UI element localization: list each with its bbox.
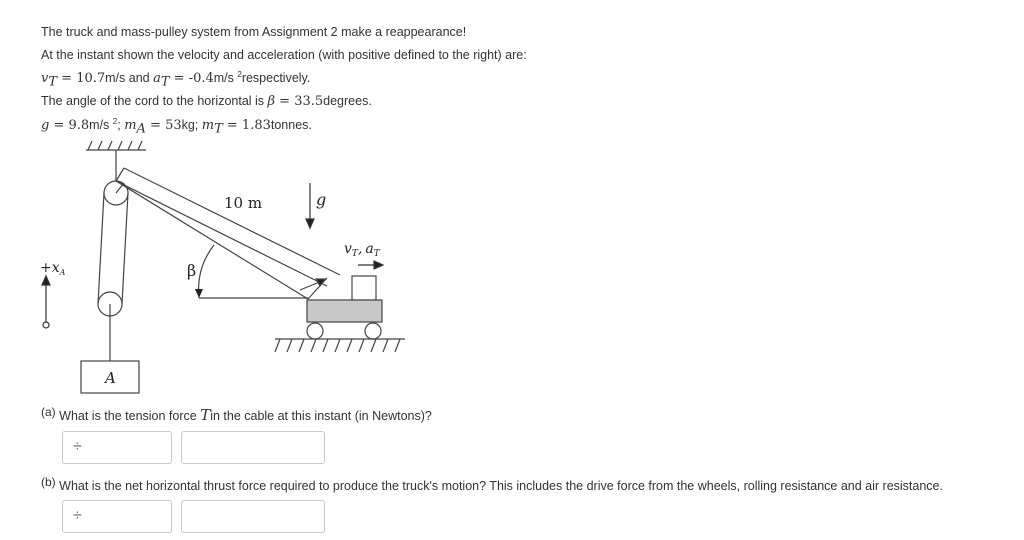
gravity-arrow: [306, 183, 314, 228]
beta-symbol: β: [267, 94, 276, 109]
vT-subscript: T: [48, 74, 58, 90]
intro-line-1: The truck and mass-pulley system from Assignment 2 make a reappearance!: [41, 25, 467, 39]
cord-line: [116, 181, 308, 299]
question-a-tag: (a): [41, 405, 56, 419]
aT-subscript: T: [160, 74, 170, 90]
aT-tail: respectively.: [241, 71, 311, 86]
truck: [307, 276, 382, 339]
mT-subscript: T: [214, 121, 223, 137]
xA-label: $+x_A$: [40, 260, 66, 277]
mA-value: = 53: [145, 118, 182, 134]
question-a-text-before: What is the tension force: [55, 409, 201, 423]
g-unit: m/s: [89, 118, 113, 133]
question-a-unit-button[interactable]: [62, 431, 172, 464]
g-symbol: g: [41, 118, 50, 134]
vT-value: = 10.7: [57, 71, 106, 87]
xA-arrow: [42, 276, 50, 328]
aT-exponent: 2: [237, 70, 242, 79]
beta-unit: degrees.: [323, 94, 372, 108]
aT-unit: m/s: [213, 71, 238, 86]
units-icon: ÷: [73, 507, 82, 524]
velocity-arrow: [358, 261, 383, 269]
mA-symbol: m: [124, 118, 137, 134]
question-b-tag: (b): [41, 475, 56, 489]
question-b-unit-button[interactable]: [62, 500, 172, 533]
tension-symbol: T: [200, 406, 211, 424]
mT-unit: tonnes.: [270, 118, 312, 133]
question-a-text-after: in the cable at this instant (in Newtons)?: [210, 409, 432, 423]
question-b-text: What is the net horizontal thrust force required to produce the truck's motion? This includes the drive force from the wheels, rolling resistance and air resistance.: [55, 479, 943, 493]
angle-text: The angle of the cord to the horizontal is: [41, 94, 268, 108]
question-b: [41, 475, 943, 493]
mA-subscript: A: [136, 121, 146, 137]
units-icon: ÷: [73, 438, 82, 455]
ground: [275, 339, 405, 352]
mass-A-label: A: [105, 369, 116, 387]
question-a-answer-input[interactable]: [181, 431, 325, 464]
vT-unit: m/s and: [105, 71, 154, 86]
intro-line-2: At the instant shown the velocity and acceleration (with positive defined to the right) are:: [41, 48, 527, 62]
mT-value: = 1.83: [222, 118, 271, 134]
aT-symbol: a: [153, 71, 161, 87]
vT-symbol: v: [41, 71, 49, 87]
question-b-answer-input[interactable]: [181, 500, 325, 533]
velocity-accel-label: $v_T$, $a_T$: [344, 241, 380, 259]
mT-symbol: m: [201, 118, 215, 134]
cord-length-label: 10 m: [224, 194, 263, 212]
aT-value: = -0.4: [169, 71, 214, 87]
pulley-ropes: [98, 193, 128, 304]
g-value: = 9.8: [49, 118, 90, 134]
bottom-pulley: [98, 292, 122, 368]
beta-value: = 33.5: [275, 94, 324, 109]
beta-label: β: [187, 261, 197, 280]
g-exponent: 2: [112, 117, 118, 126]
cord-band: [116, 168, 340, 286]
question-a: [41, 406, 432, 424]
g-separator: ;: [117, 118, 125, 133]
gravity-label: g: [316, 190, 327, 209]
mA-unit: kg;: [181, 118, 202, 133]
beta-arc-arrow: [195, 289, 203, 298]
